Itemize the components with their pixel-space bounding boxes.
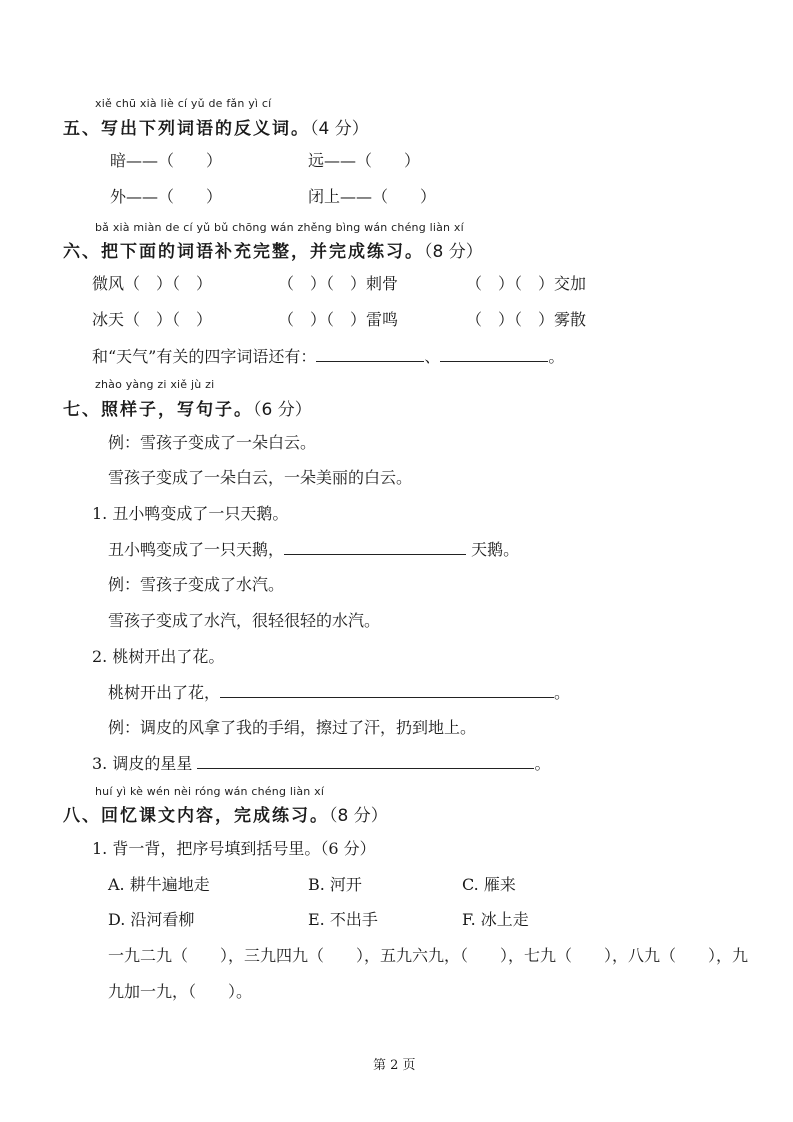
sec6-r1-c2: （ ）（ ）刺骨	[278, 274, 399, 293]
sec5-pinyin: xiě chū xià liè cí yǔ de fǎn yì cí	[95, 97, 272, 110]
sec7-answer2-suffix: 。	[554, 683, 571, 702]
sec6-heading	[63, 237, 483, 262]
sec8-option-f: F. 冰上走	[462, 910, 529, 929]
sec8-pinyin: huí yì kè wén nèi róng wán chéng liàn xí	[95, 785, 325, 798]
sec6-r1-c3: （ ）（ ）交加	[466, 274, 587, 293]
sec7-question3-suffix: 。	[534, 754, 551, 773]
sec6-title: 六、把下面的词语补充完整，并完成练习。	[63, 242, 424, 262]
sec7-example1-b: 雪孩子变成了一朵白云，一朵美丽的白云。	[108, 468, 413, 487]
answer-blank[interactable]	[220, 683, 554, 698]
sec7-answer2-prefix: 桃树开出了花，	[108, 683, 221, 702]
sec7-answer2-line	[108, 680, 570, 703]
sec7-example2-a: 例：雪孩子变成了水汽。	[108, 575, 285, 594]
sec7-question3-line	[92, 751, 550, 774]
sec6-r2-c1: 冰天（ ）（ ）	[92, 310, 213, 329]
sec7-answer1-line	[108, 537, 519, 560]
sec6-weather-end: 。	[548, 347, 565, 366]
sec7-question3-prefix: 3. 调皮的星星	[92, 754, 198, 773]
sec8-question1: 1. 背一背，把序号填到括号里。（6 分）	[92, 839, 376, 858]
answer-blank[interactable]	[197, 754, 534, 769]
sec8-title: 八、回忆课文内容，完成练习。	[63, 806, 329, 826]
sec7-answer1-prefix: 丑小鸭变成了一只天鹅，	[108, 540, 285, 559]
sec7-answer1-suffix: 天鹅。	[466, 540, 520, 559]
sec7-example3: 例：调皮的风拿了我的手绢，擦过了汗，扔到地上。	[108, 718, 477, 737]
sec8-score: （8 分）	[329, 806, 388, 826]
sec6-score: （8 分）	[424, 242, 483, 262]
sec5-score: （4 分）	[310, 119, 369, 139]
answer-blank[interactable]	[284, 540, 466, 555]
sec8-option-d: D. 沿河看柳	[108, 910, 195, 929]
sec5-item-3: 外——（ ）	[110, 187, 223, 206]
sec7-example2-b: 雪孩子变成了水汽，很轻很轻的水汽。	[108, 611, 381, 630]
sec6-weather-sep: 、	[424, 347, 441, 366]
sec8-option-e: E. 不出手	[308, 910, 378, 929]
sec6-r1-c1: 微风（ ）（ ）	[92, 274, 213, 293]
sec5-heading	[63, 114, 369, 139]
answer-blank[interactable]	[316, 347, 424, 362]
sec8-heading	[63, 801, 388, 826]
sec7-title: 七、照样子，写句子。	[63, 400, 253, 420]
sec7-score: （6 分）	[253, 400, 312, 420]
sec5-item-2: 远——（ ）	[308, 151, 421, 170]
sec6-weather-prefix: 和“天气”有关的四字词语还有：	[92, 347, 317, 366]
sec8-option-b: B. 河开	[308, 875, 362, 894]
sec5-item-4: 闭上——（ ）	[308, 187, 437, 206]
sec8-fill-line2: 九加一九，（ ）。	[108, 982, 253, 1001]
sec5-item-1: 暗——（ ）	[110, 151, 223, 170]
sec8-option-a: A. 耕牛遍地走	[108, 875, 210, 894]
sec6-r2-c3: （ ）（ ）雾散	[466, 310, 587, 329]
sec6-weather-line	[92, 344, 564, 367]
answer-blank[interactable]	[440, 347, 548, 362]
sec7-heading	[63, 395, 312, 420]
sec6-pinyin: bǎ xià miàn de cí yǔ bǔ chōng wán zhěng bìng wán chéng liàn xí	[95, 221, 464, 234]
sec7-question1: 1. 丑小鸭变成了一只天鹅。	[92, 504, 289, 523]
sec7-pinyin: zhào yàng zi xiě jù zi	[95, 378, 215, 391]
sec6-r2-c2: （ ）（ ）雷鸣	[278, 310, 399, 329]
sec8-fill-line1: 一九二九（ ），三九四九（ ），五九六九，（ ），七九（ ），八九（ ），九	[108, 946, 749, 965]
page-number: 第 2 页	[373, 1058, 416, 1073]
sec7-question2: 2. 桃树开出了花。	[92, 647, 225, 666]
sec8-option-c: C. 雁来	[462, 875, 516, 894]
sec7-example1-a: 例：雪孩子变成了一朵白云。	[108, 433, 317, 452]
sec5-title: 五、写出下列词语的反义词。	[63, 119, 310, 139]
